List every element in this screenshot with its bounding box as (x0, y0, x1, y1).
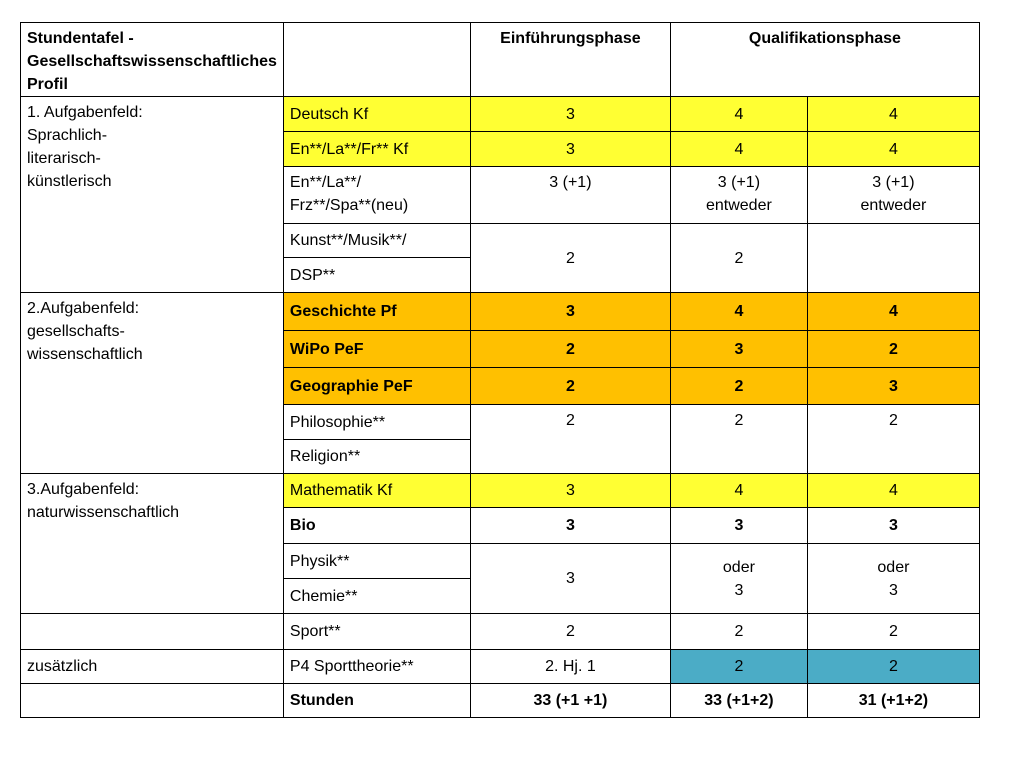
sport-q2: 2 (807, 614, 979, 650)
sport-ep: 2 (470, 614, 670, 650)
geo-q2: 3 (807, 368, 979, 405)
subject-mathematik: Mathematik Kf (283, 474, 470, 508)
deutsch-q2: 4 (807, 97, 979, 132)
mathe-q1: 4 (670, 474, 807, 508)
en-neu-q2: 3 (+1) entweder (807, 167, 979, 224)
subject-chemie: Chemie** (283, 579, 470, 614)
total-area-empty (21, 684, 284, 718)
header-qualifikationsphase: Qualifikationsphase (670, 23, 979, 97)
geo-q1: 2 (670, 368, 807, 405)
physik-q1: oder 3 (670, 544, 807, 614)
en-ep: 3 (470, 132, 670, 167)
subject-sport: Sport** (283, 614, 470, 650)
philo-ep: 2 (470, 405, 670, 474)
subject-geschichte: Geschichte Pf (283, 293, 470, 331)
wipo-q2: 2 (807, 331, 979, 368)
bio-q1: 3 (670, 508, 807, 544)
kunst-q1: 2 (670, 224, 807, 293)
subject-physik: Physik** (283, 544, 470, 579)
mathe-ep: 3 (470, 474, 670, 508)
geschichte-ep: 3 (470, 293, 670, 331)
kunst-ep: 2 (470, 224, 670, 293)
area-3-label: 3.Aufgabenfeld: naturwissenschaftlich (21, 474, 284, 614)
mathe-q2: 4 (807, 474, 979, 508)
area-1-label: 1. Aufgabenfeld: Sprachlich- literarisch- künstlerisch (21, 97, 284, 293)
en-q2: 4 (807, 132, 979, 167)
sport-area-empty (21, 614, 284, 650)
total-label: Stunden (283, 684, 470, 718)
subject-wipo: WiPo PeF (283, 331, 470, 368)
philo-q1: 2 (670, 405, 807, 474)
en-neu-ep: 3 (+1) (470, 167, 670, 224)
deutsch-q1: 4 (670, 97, 807, 132)
bio-ep: 3 (470, 508, 670, 544)
sport-q1: 2 (670, 614, 807, 650)
p4-q2: 2 (807, 650, 979, 684)
total-ep: 33 (+1 +1) (470, 684, 670, 718)
geschichte-q2: 4 (807, 293, 979, 331)
philo-q2: 2 (807, 405, 979, 474)
stundentafel-table (20, 22, 980, 718)
header-einfuehrungsphase: Einführungsphase (470, 23, 670, 97)
subject-en-neu: En**/La**/ Frz**/Spa**(neu) (283, 167, 470, 224)
p4-ep: 2. Hj. 1 (470, 650, 670, 684)
subject-kunst: Kunst**/Musik**/ (283, 224, 470, 258)
subject-religion: Religion** (283, 440, 470, 474)
subject-p4-sporttheorie: P4 Sporttheorie** (283, 650, 470, 684)
geschichte-q1: 4 (670, 293, 807, 331)
kunst-q2 (807, 224, 979, 293)
en-q1: 4 (670, 132, 807, 167)
total-q1: 33 (+1+2) (670, 684, 807, 718)
subject-deutsch: Deutsch Kf (283, 97, 470, 132)
geo-ep: 2 (470, 368, 670, 405)
subject-dsp: DSP** (283, 258, 470, 293)
wipo-q1: 3 (670, 331, 807, 368)
physik-q2: oder 3 (807, 544, 979, 614)
bio-q2: 3 (807, 508, 979, 544)
p4-q1: 2 (670, 650, 807, 684)
area-extra-label: zusätzlich (21, 650, 284, 684)
physik-ep: 3 (470, 544, 670, 614)
wipo-ep: 2 (470, 331, 670, 368)
subject-geographie: Geographie PeF (283, 368, 470, 405)
area-2-label: 2.Aufgabenfeld: gesellschafts- wissenschaftlich (21, 293, 284, 474)
deutsch-ep: 3 (470, 97, 670, 132)
en-neu-q1: 3 (+1) entweder (670, 167, 807, 224)
subject-en: En**/La**/Fr** Kf (283, 132, 470, 167)
subject-bio: Bio (283, 508, 470, 544)
subject-philosophie: Philosophie** (283, 405, 470, 440)
total-q2: 31 (+1+2) (807, 684, 979, 718)
table-title: Stundentafel - Gesellschaftswissenschaftliches Profil (21, 23, 284, 97)
